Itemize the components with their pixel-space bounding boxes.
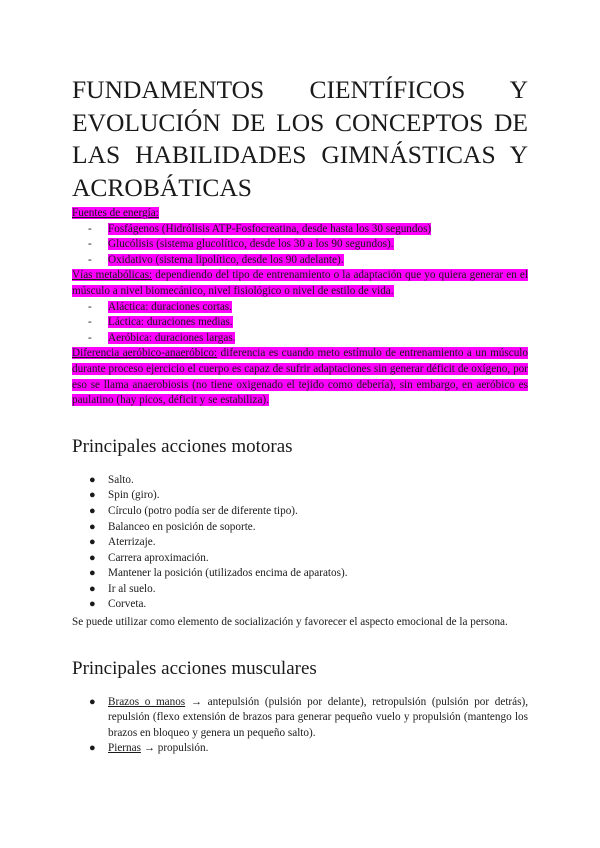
dash-icon: - — [88, 253, 92, 266]
bullet-dot-icon: ● — [89, 742, 96, 755]
list-item: - Aeróbica: duraciones largas. — [72, 331, 528, 347]
list-item: ● Ir al suelo. — [72, 582, 528, 598]
list-item: ● Corveta. — [72, 597, 528, 613]
list-item: - Fosfágenos (Hidrólisis ATP-Fosfocreatina, desde hasta los 30 segundos) — [72, 222, 528, 238]
difference-paragraph: Diferencia aeróbico-anaeróbico: diferencia es cuando meto estímulo de entrenamiento a un músculo durante proceso ejercicio el cuerpo es capaz de sufrir adaptaciones sin generar déficit de oxígeno, por eso se llama anaerobiosis (no tiene oxigenado el tejido como debería), sin embargo, en aeróbico es paulatino (hay picos, déficit y se estabiliza). — [72, 347, 528, 407]
bullet-dot-icon: ● — [89, 473, 96, 486]
document-page — [72, 74, 528, 757]
list-item: ● Salto. — [72, 473, 528, 489]
difference-section — [72, 346, 528, 408]
muscular-list — [72, 695, 528, 757]
list-item: ● Círculo (potro podía ser de diferente tipo). — [72, 504, 528, 520]
list-item: ● Brazos o manos → antepulsión (pulsión por delante), retropulsión (pulsión por detrás), repulsión (flexo extensión de brazos para generar pequeño vuelo y propulsión (mantengo los brazos en bloqueo y genera un pequeño salto). — [89, 695, 528, 739]
list-item: ● Piernas → propulsión. — [72, 741, 528, 757]
energy-section — [72, 206, 528, 268]
bullet-dot-icon: ● — [89, 536, 96, 549]
dash-icon: - — [88, 300, 92, 313]
list-item: ● Mantener la posición (utilizados encima de aparatos). — [72, 566, 528, 582]
bullet-dot-icon: ● — [89, 598, 96, 611]
list-item: ● Spin (giro). — [72, 488, 528, 504]
muscular-heading: Principales acciones musculares — [72, 657, 317, 679]
metabolic-list — [72, 300, 528, 347]
dash-icon: - — [88, 238, 92, 251]
document-title: FUNDAMENTOS CIENTÍFICOS Y EVOLUCIÓN DE LOS CONCEPTOS DE LAS HABILIDADES GIMNÁSTICAS Y ACROBÁTICAS — [72, 75, 528, 202]
bullet-dot-icon: ● — [89, 520, 96, 533]
list-item: ● Carrera aproximación. — [72, 551, 528, 567]
dash-icon: - — [88, 331, 92, 344]
bullet-dot-icon: ● — [89, 489, 96, 502]
dash-icon: - — [88, 222, 92, 235]
metabolic-section — [72, 268, 528, 346]
motor-list — [72, 473, 528, 613]
list-item: - Glucólisis (sistema glucolítico, desde los 30 a los 90 segundos). — [72, 237, 528, 253]
metabolic-paragraph: Vías metabólicas: dependiendo del tipo de entrenamiento o la adaptación que yo quiera generar en el músculo a nivel biomecánico, nivel fisiológico o nivel de estilo de vida. — [72, 269, 528, 297]
bullet-dot-icon: ● — [89, 582, 96, 595]
energy-heading: Fuentes de energía: — [72, 207, 159, 219]
list-item: ● Balanceo en posición de soporte. — [72, 520, 528, 536]
list-item: - Láctica: duraciones medias. — [72, 315, 528, 331]
list-item: ● Aterrizaje. — [72, 535, 528, 551]
list-item: - Aláctica: duraciones cortas. — [72, 300, 528, 316]
motor-heading: Principales acciones motoras — [72, 435, 293, 457]
bullet-dot-icon: ● — [89, 695, 96, 708]
bullet-dot-icon: ● — [89, 567, 96, 580]
dash-icon: - — [88, 316, 92, 329]
bullet-dot-icon: ● — [89, 551, 96, 564]
motor-note: Se puede utilizar como elemento de socialización y favorecer el aspecto emocional de la persona. — [72, 616, 508, 629]
energy-list — [72, 222, 528, 269]
bullet-dot-icon: ● — [89, 504, 96, 517]
list-item: - Oxidativo (sistema lipolítico, desde los 90 adelante). — [72, 253, 528, 269]
